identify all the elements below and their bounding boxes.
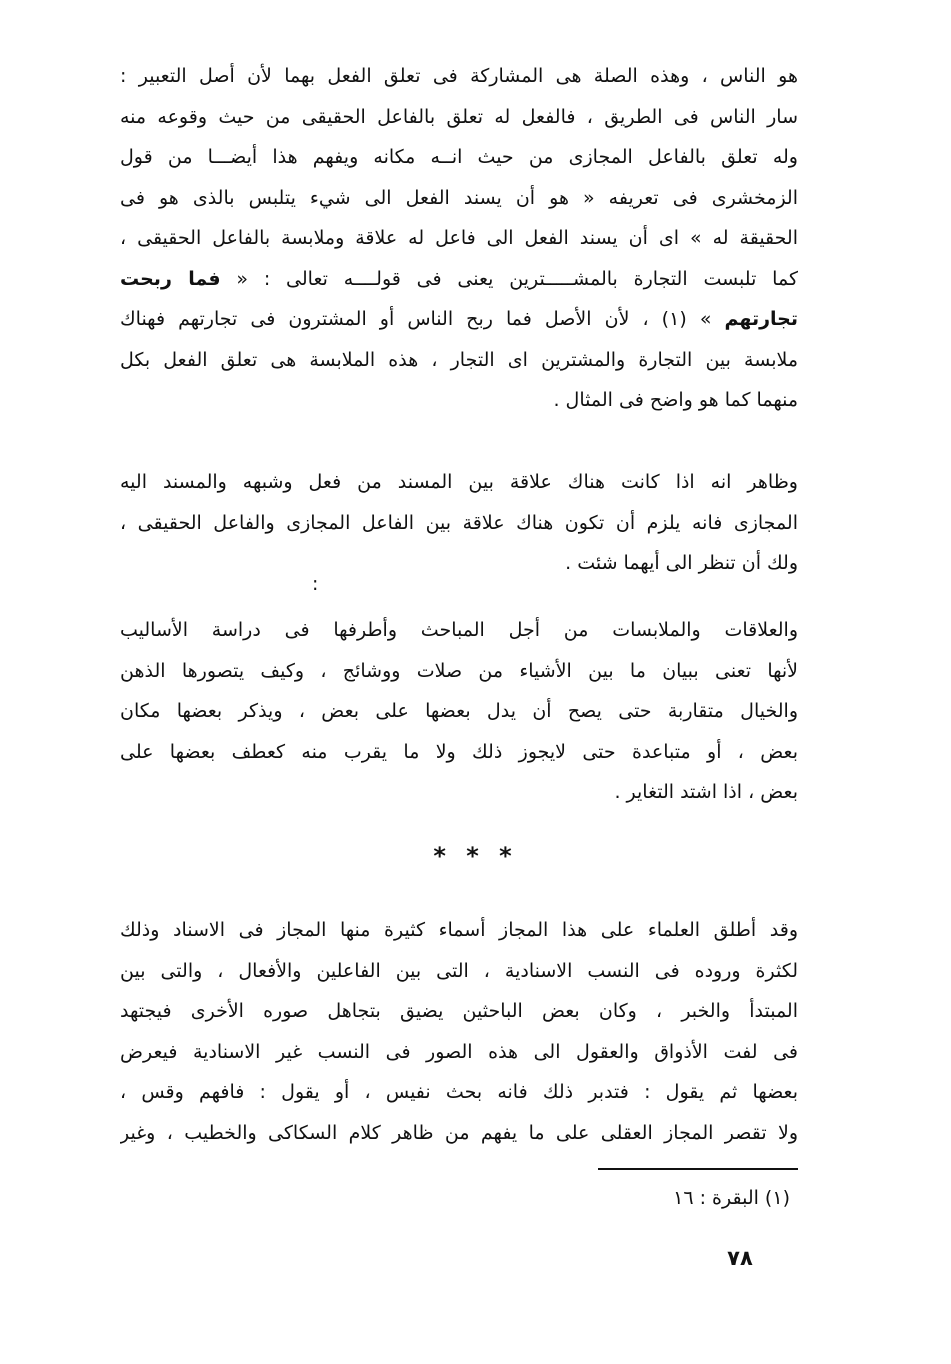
text-line: لأنها تعنى ببيان ما بين الأشياء من صلات ووشائج ، وكيف يتصورها الذهن: [120, 659, 798, 682]
stray-mark: :: [312, 573, 319, 595]
paragraph-1: [120, 56, 798, 421]
text-line: بعض ، اذا اشتد التغاير .: [614, 781, 798, 803]
text-line: المجازى فانه يلزم أن تكون هناك علاقة بين الفاعل المجازى والفاعل الحقيقى ،: [120, 511, 798, 534]
text-line: المبتدأ والخبر ، وكان بعض الباحثين يضيق بتجاهل صوره الأخرى فيجتهد: [120, 1000, 798, 1022]
section-separator: * * *: [433, 842, 518, 870]
quran-quote-part-2: تجارتهم: [724, 308, 798, 330]
text-line: بعضها ثم يقول : فتدبر ذلك فانه بحث نفيس ، أو يقول : فافهم وقس ،: [120, 1081, 798, 1103]
footnote: (١) البقرة : ١٦: [673, 1187, 790, 1209]
text-line: الحقيقة له » اى أن يسند الفعل الى فاعل له علاقة وملابسة بالفاعل الحقيقى ،: [120, 227, 798, 249]
text-line: ولك أن تنظر الى أيهما شئت .: [565, 552, 798, 574]
text-segment: » (١) ، لأن الأصل فما ربح الناس أو المشترون فى تجارتهم فهناك: [120, 308, 712, 330]
page-number: ٧٨: [727, 1246, 753, 1270]
text-line: ولا تقصر المجاز العقلى على ما يفهم من ظاهر كلام السكاكى والخطيب ، وغير: [120, 1121, 798, 1144]
text-line: والخيال متقاربة حتى يصح أن يدل بعضها على بعض ، ويذكر بعضها مكان: [120, 700, 798, 722]
text-line: والعلاقات والملابسات من أجل المباحث وأطرفها فى دراسة الأساليب: [120, 619, 798, 641]
text-line: منهما كما هو واضح فى المثال .: [553, 389, 798, 411]
text-line-with-quote: [120, 259, 798, 300]
text-segment: كما تلبست التجارة بالمشـــــترين يعنى فى قولــــه تعالى : «: [236, 267, 798, 290]
quran-quote-part-1: فما ربحت: [120, 267, 221, 290]
text-line-with-quote: [120, 299, 798, 340]
text-line: فى لفت الأذواق والعقول الى هذه الصور فى النسب غير الاسنادية فيعرض: [120, 1040, 798, 1063]
paragraph-4: [120, 910, 798, 1153]
text-line: وقد أطلق العلماء على هذا المجاز أسماء كثيرة منها المجاز فى الاسناد وذلك: [120, 919, 798, 941]
text-line: وظاهر انه اذا كانت هناك علاقة بين المسند من فعل وشبهه والمسند اليه: [120, 471, 798, 493]
text-line: ملابسة بين التجارة والمشترين اى التجار ، هذه الملابسة هى تعلق الفعل بكل: [120, 348, 798, 371]
text-line: لكثرة وروده فى النسب الاسنادية ، التى بين الفاعلين والأفعال ، والتى بين: [120, 959, 798, 982]
text-line: الزمخشرى فى تعريفه « هو أن يسند الفعل الى شيء يتلبس بالذى هو فى: [120, 186, 798, 209]
paragraph-2: [120, 462, 798, 584]
text-line: بعض ، أو متباعدة حتى لايجوز ذلك ولا ما يقرب منه كعطف بعضها على: [120, 740, 798, 763]
text-line: هو الناس ، وهذه الصلة هى المشاركة فى تعلق الفعل بهما لأن أصل التعبير :: [120, 65, 798, 87]
text-line: سار الناس فى الطريق ، فالفعل له تعلق بالفاعل الحقيقى من حيث وقوعه منه: [120, 105, 798, 128]
footnote-divider: [598, 1168, 798, 1170]
paragraph-3: [120, 610, 798, 813]
text-line: وله تعلق بالفاعل المجازى من حيث انــه مكانه ويفهم هذا أيضـــا من قول: [120, 146, 798, 168]
